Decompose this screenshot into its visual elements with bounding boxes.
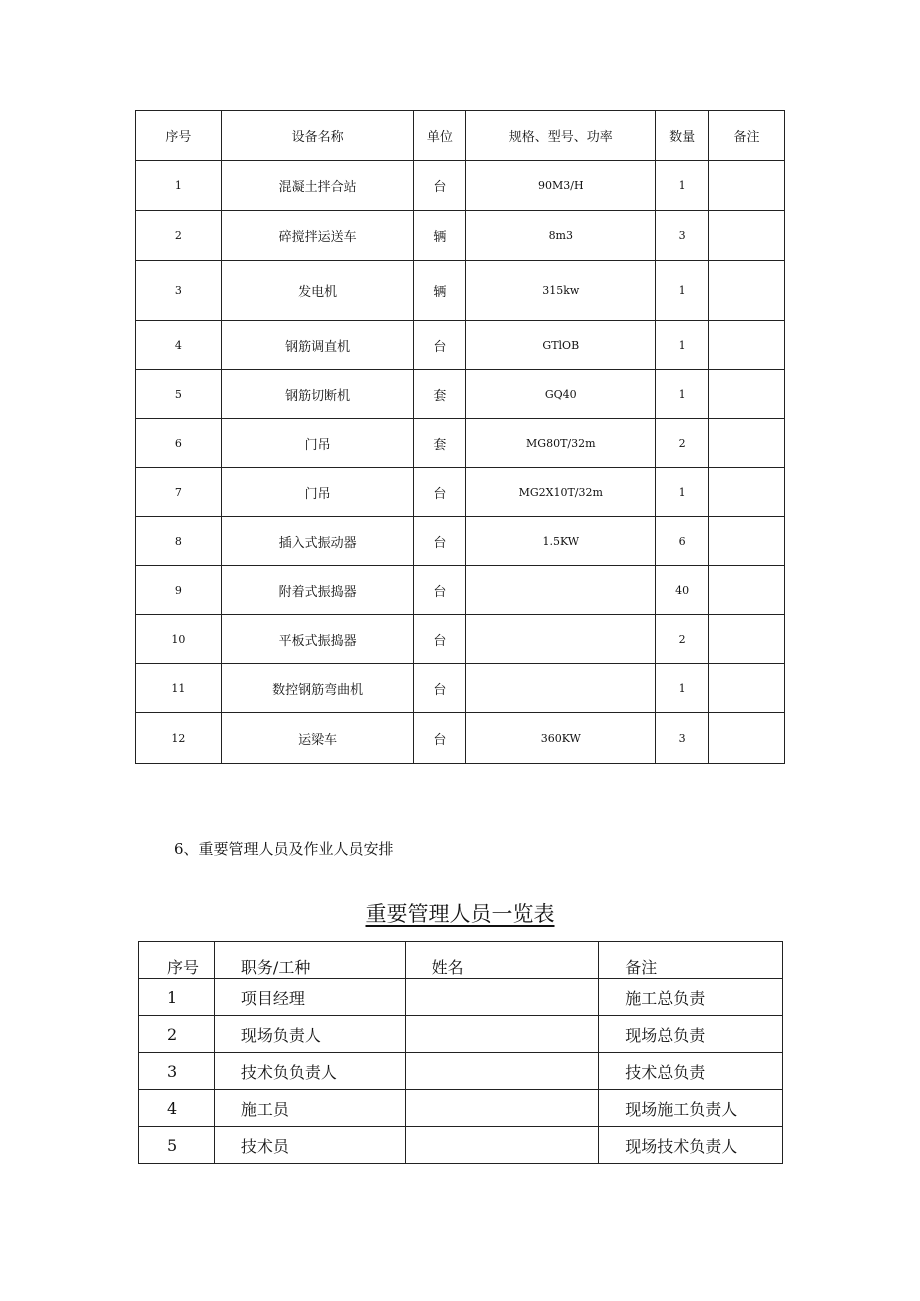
header-qty: 数量 [656, 111, 709, 161]
equipment-note [709, 517, 785, 566]
equipment-unit: 套 [414, 370, 466, 419]
equipment-note [709, 261, 785, 321]
equipment-row [136, 321, 785, 370]
equipment-name: 数控钢筋弯曲机 [221, 664, 414, 713]
equipment-row [136, 468, 785, 517]
equipment-unit: 台 [414, 517, 466, 566]
equipment-row [136, 211, 785, 261]
equipment-row [136, 664, 785, 713]
equipment-header-row [136, 111, 785, 161]
equipment-table [135, 110, 785, 764]
equipment-unit: 辆 [414, 211, 466, 261]
equipment-qty: 40 [656, 566, 709, 615]
equipment-row [136, 566, 785, 615]
staff-table-title [0, 898, 920, 928]
equipment-unit: 台 [414, 321, 466, 370]
staff-seq: 5 [139, 1127, 215, 1164]
equipment-qty: 3 [656, 713, 709, 764]
equipment-name: 门吊 [221, 468, 414, 517]
equipment-spec [466, 615, 656, 664]
header-seq: 序号 [136, 111, 222, 161]
equipment-seq: 6 [136, 419, 222, 468]
staff-name [405, 1016, 599, 1053]
staff-note: 施工总负责 [599, 979, 783, 1016]
equipment-row [136, 261, 785, 321]
equipment-spec: 90M3/H [466, 161, 656, 211]
equipment-unit: 台 [414, 468, 466, 517]
equipment-qty: 2 [656, 615, 709, 664]
equipment-name: 碎搅拌运送车 [221, 211, 414, 261]
equipment-seq: 1 [136, 161, 222, 211]
equipment-seq: 3 [136, 261, 222, 321]
equipment-name: 混凝土拌合站 [221, 161, 414, 211]
equipment-note [709, 321, 785, 370]
equipment-unit: 台 [414, 664, 466, 713]
header-note: 备注 [709, 111, 785, 161]
equipment-name: 钢筋切断机 [221, 370, 414, 419]
staff-role: 技术员 [214, 1127, 405, 1164]
staff-row [139, 1016, 783, 1053]
equipment-name: 门吊 [221, 419, 414, 468]
staff-note: 现场施工负责人 [599, 1090, 783, 1127]
staff-header-seq: 序号 [139, 942, 215, 979]
equipment-unit: 台 [414, 566, 466, 615]
equipment-note [709, 468, 785, 517]
staff-row [139, 1053, 783, 1090]
equipment-name: 钢筋调直机 [221, 321, 414, 370]
equipment-note [709, 211, 785, 261]
equipment-seq: 4 [136, 321, 222, 370]
equipment-note [709, 419, 785, 468]
staff-role: 施工员 [214, 1090, 405, 1127]
equipment-note [709, 713, 785, 764]
staff-row [139, 979, 783, 1016]
equipment-note [709, 161, 785, 211]
staff-seq: 4 [139, 1090, 215, 1127]
equipment-unit: 辆 [414, 261, 466, 321]
equipment-spec: 360KW [466, 713, 656, 764]
header-name: 设备名称 [221, 111, 414, 161]
staff-name [405, 979, 599, 1016]
equipment-unit: 台 [414, 161, 466, 211]
staff-row [139, 1127, 783, 1164]
equipment-qty: 1 [656, 468, 709, 517]
equipment-spec [466, 566, 656, 615]
equipment-note [709, 664, 785, 713]
equipment-seq: 11 [136, 664, 222, 713]
equipment-seq: 7 [136, 468, 222, 517]
equipment-seq: 8 [136, 517, 222, 566]
equipment-qty: 1 [656, 321, 709, 370]
equipment-name: 附着式振捣器 [221, 566, 414, 615]
equipment-row [136, 161, 785, 211]
equipment-name: 平板式振捣器 [221, 615, 414, 664]
equipment-unit: 套 [414, 419, 466, 468]
equipment-qty: 6 [656, 517, 709, 566]
equipment-name: 插入式振动器 [221, 517, 414, 566]
equipment-row [136, 419, 785, 468]
equipment-seq: 9 [136, 566, 222, 615]
staff-seq: 1 [139, 979, 215, 1016]
staff-note: 现场总负责 [599, 1016, 783, 1053]
equipment-qty: 1 [656, 664, 709, 713]
equipment-spec: 8m3 [466, 211, 656, 261]
staff-seq: 2 [139, 1016, 215, 1053]
staff-row [139, 1090, 783, 1127]
equipment-spec: GQ40 [466, 370, 656, 419]
equipment-qty: 2 [656, 419, 709, 468]
header-spec: 规格、型号、功率 [466, 111, 656, 161]
staff-header-row [139, 942, 783, 979]
equipment-note [709, 566, 785, 615]
equipment-spec: GTlOB [466, 321, 656, 370]
staff-name [405, 1053, 599, 1090]
staff-header-name: 姓名 [405, 942, 599, 979]
equipment-seq: 5 [136, 370, 222, 419]
staff-seq: 3 [139, 1053, 215, 1090]
equipment-row [136, 615, 785, 664]
header-unit: 单位 [414, 111, 466, 161]
equipment-name: 运梁车 [221, 713, 414, 764]
equipment-unit: 台 [414, 615, 466, 664]
equipment-seq: 10 [136, 615, 222, 664]
staff-header-note: 备注 [599, 942, 783, 979]
equipment-spec: 1.5KW [466, 517, 656, 566]
equipment-spec: MG80T/32m [466, 419, 656, 468]
section-heading: 6、重要管理人员及作业人员安排 [174, 840, 394, 858]
equipment-row [136, 517, 785, 566]
staff-table [138, 941, 783, 1164]
equipment-spec: 315kw [466, 261, 656, 321]
equipment-qty: 1 [656, 261, 709, 321]
staff-header-role: 职务/工种 [214, 942, 405, 979]
equipment-spec [466, 664, 656, 713]
equipment-row [136, 713, 785, 764]
equipment-qty: 1 [656, 161, 709, 211]
equipment-name: 发电机 [221, 261, 414, 321]
equipment-seq: 12 [136, 713, 222, 764]
staff-name [405, 1090, 599, 1127]
staff-note: 技术总负责 [599, 1053, 783, 1090]
staff-role: 技术负负责人 [214, 1053, 405, 1090]
equipment-qty: 3 [656, 211, 709, 261]
equipment-spec: MG2X10T/32m [466, 468, 656, 517]
staff-table-title-text: 重要管理人员一览表 [365, 902, 555, 926]
staff-role: 现场负责人 [214, 1016, 405, 1053]
staff-role: 项目经理 [214, 979, 405, 1016]
equipment-seq: 2 [136, 211, 222, 261]
equipment-row [136, 370, 785, 419]
equipment-note [709, 615, 785, 664]
staff-note: 现场技术负责人 [599, 1127, 783, 1164]
equipment-note [709, 370, 785, 419]
equipment-unit: 台 [414, 713, 466, 764]
equipment-qty: 1 [656, 370, 709, 419]
staff-name [405, 1127, 599, 1164]
